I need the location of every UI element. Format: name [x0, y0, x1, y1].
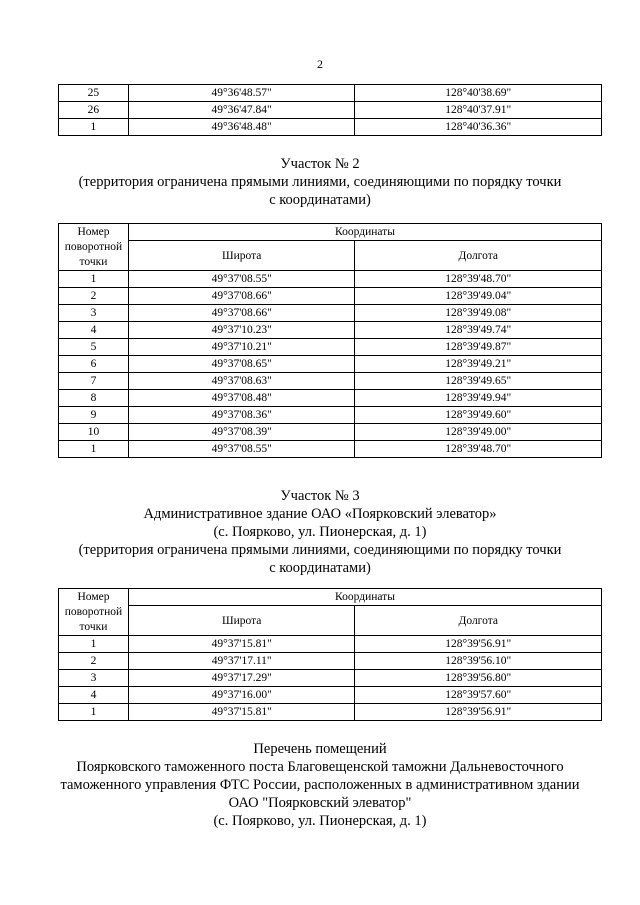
table-body	[59, 85, 602, 136]
table-row	[59, 119, 602, 136]
table-row	[59, 704, 602, 721]
table-row	[59, 271, 602, 288]
point-number-cell: 26	[59, 102, 129, 119]
latitude-cell: 49°37'08.65"	[128, 356, 355, 373]
longitude-cell: 128°39'56.80"	[355, 670, 602, 687]
longitude-cell: 128°39'49.74"	[355, 322, 602, 339]
longitude-cell: 128°39'56.91"	[355, 636, 602, 653]
longitude-cell: 128°39'49.60"	[355, 407, 602, 424]
coordinates-header: Координаты	[128, 224, 601, 241]
section2-coordinates-table	[58, 223, 602, 458]
latitude-cell: 49°36'47.84"	[128, 102, 355, 119]
latitude-cell: 49°37'16.00"	[128, 687, 355, 704]
table-row	[59, 322, 602, 339]
longitude-cell: 128°39'49.21"	[355, 356, 602, 373]
point-number-cell: 2	[59, 653, 129, 670]
section3-address: (с. Поярково, ул. Пионерская, д. 1)	[213, 524, 427, 540]
longitude-cell: 128°40'37.91"	[355, 102, 602, 119]
coordinates-header: Координаты	[128, 589, 601, 606]
premises-line3: таможенного управления ФТС России, расположенных в административном здании	[60, 777, 580, 793]
longitude-cell: 128°39'49.94"	[355, 390, 602, 407]
longitude-cell: 128°39'49.08"	[355, 305, 602, 322]
section3-title: Участок № 3	[280, 488, 360, 504]
point-number-cell: 10	[59, 424, 129, 441]
table-body	[59, 636, 602, 721]
point-number-cell: 2	[59, 288, 129, 305]
table-row	[59, 102, 602, 119]
point-number-cell: 1	[59, 271, 129, 288]
point-number-cell: 3	[59, 305, 129, 322]
table-row	[59, 288, 602, 305]
latitude-cell: 49°37'08.36"	[128, 407, 355, 424]
latitude-cell: 49°37'10.23"	[128, 322, 355, 339]
latitude-cell: 49°37'08.66"	[128, 288, 355, 305]
section2-description-line2: с координатами)	[269, 192, 371, 208]
premises-line4: ОАО "Поярковский элеватор"	[228, 795, 412, 811]
point-number-cell: 25	[59, 85, 129, 102]
point-number-cell: 8	[59, 390, 129, 407]
section3-building-name: Административное здание ОАО «Поярковский элеватор»	[143, 506, 497, 522]
longitude-cell: 128°39'56.10"	[355, 653, 602, 670]
table-row	[59, 636, 602, 653]
table-row	[59, 441, 602, 458]
longitude-cell: 128°39'56.91"	[355, 704, 602, 721]
latitude-cell: 49°37'08.63"	[128, 373, 355, 390]
section3-coordinates-table	[58, 588, 602, 721]
longitude-cell: 128°39'49.65"	[355, 373, 602, 390]
point-number-cell: 7	[59, 373, 129, 390]
latitude-cell: 49°37'10.21"	[128, 339, 355, 356]
table-row	[59, 390, 602, 407]
section3-description-line1: (территория ограничена прямыми линиями, соединяющими по порядку точки	[78, 542, 562, 558]
point-number-cell: 9	[59, 407, 129, 424]
latitude-cell: 49°37'17.11"	[128, 653, 355, 670]
longitude-header: Долгота	[355, 606, 602, 636]
table-header	[59, 224, 602, 271]
longitude-cell: 128°39'48.70"	[355, 271, 602, 288]
premises-title: Перечень помещений	[253, 741, 387, 757]
latitude-header: Широта	[128, 606, 355, 636]
table-row	[59, 687, 602, 704]
page-number: 2	[317, 57, 323, 71]
point-number-cell: 4	[59, 687, 129, 704]
premises-line2: Поярковского таможенного поста Благовещенской таможни Дальневосточного	[76, 759, 564, 775]
longitude-cell: 128°39'48.70"	[355, 441, 602, 458]
section3-description-line2: с координатами)	[269, 560, 371, 576]
table-row	[59, 670, 602, 687]
section2-description-line1: (территория ограничена прямыми линиями, соединяющими по порядку точки	[78, 174, 562, 190]
table-row	[59, 305, 602, 322]
point-number-cell: 1	[59, 119, 129, 136]
table-header	[59, 589, 602, 636]
point-number-header: Номер поворотной точки	[59, 224, 129, 271]
latitude-cell: 49°37'08.55"	[128, 271, 355, 288]
latitude-cell: 49°37'08.55"	[128, 441, 355, 458]
point-number-header: Номер поворотной точки	[59, 589, 129, 636]
premises-heading	[0, 740, 640, 830]
point-number-cell: 1	[59, 636, 129, 653]
latitude-cell: 49°37'15.81"	[128, 636, 355, 653]
section2-title: Участок № 2	[280, 156, 360, 172]
table-row	[59, 356, 602, 373]
table-row	[59, 85, 602, 102]
point-number-cell: 1	[59, 704, 129, 721]
longitude-header: Долгота	[355, 241, 602, 271]
section2-heading	[0, 155, 640, 209]
table-row	[59, 653, 602, 670]
latitude-cell: 49°37'17.29"	[128, 670, 355, 687]
point-number-cell: 4	[59, 322, 129, 339]
point-number-cell: 5	[59, 339, 129, 356]
latitude-cell: 49°36'48.48"	[128, 119, 355, 136]
longitude-cell: 128°40'36.36"	[355, 119, 602, 136]
point-number-cell: 6	[59, 356, 129, 373]
longitude-cell: 128°39'49.87"	[355, 339, 602, 356]
table-row	[59, 373, 602, 390]
premises-line5: (с. Поярково, ул. Пионерская, д. 1)	[213, 813, 427, 829]
table-row	[59, 339, 602, 356]
table-body	[59, 271, 602, 458]
latitude-cell: 49°37'15.81"	[128, 704, 355, 721]
longitude-cell: 128°39'57.60"	[355, 687, 602, 704]
section3-heading	[0, 487, 640, 577]
latitude-cell: 49°37'08.39"	[128, 424, 355, 441]
coordinates-table-continued	[58, 84, 602, 136]
point-number-cell: 3	[59, 670, 129, 687]
latitude-cell: 49°37'08.48"	[128, 390, 355, 407]
longitude-cell: 128°39'49.00"	[355, 424, 602, 441]
point-number-cell: 1	[59, 441, 129, 458]
latitude-cell: 49°36'48.57"	[128, 85, 355, 102]
latitude-cell: 49°37'08.66"	[128, 305, 355, 322]
longitude-cell: 128°40'38.69"	[355, 85, 602, 102]
longitude-cell: 128°39'49.04"	[355, 288, 602, 305]
table-row	[59, 407, 602, 424]
latitude-header: Широта	[128, 241, 355, 271]
table-row	[59, 424, 602, 441]
